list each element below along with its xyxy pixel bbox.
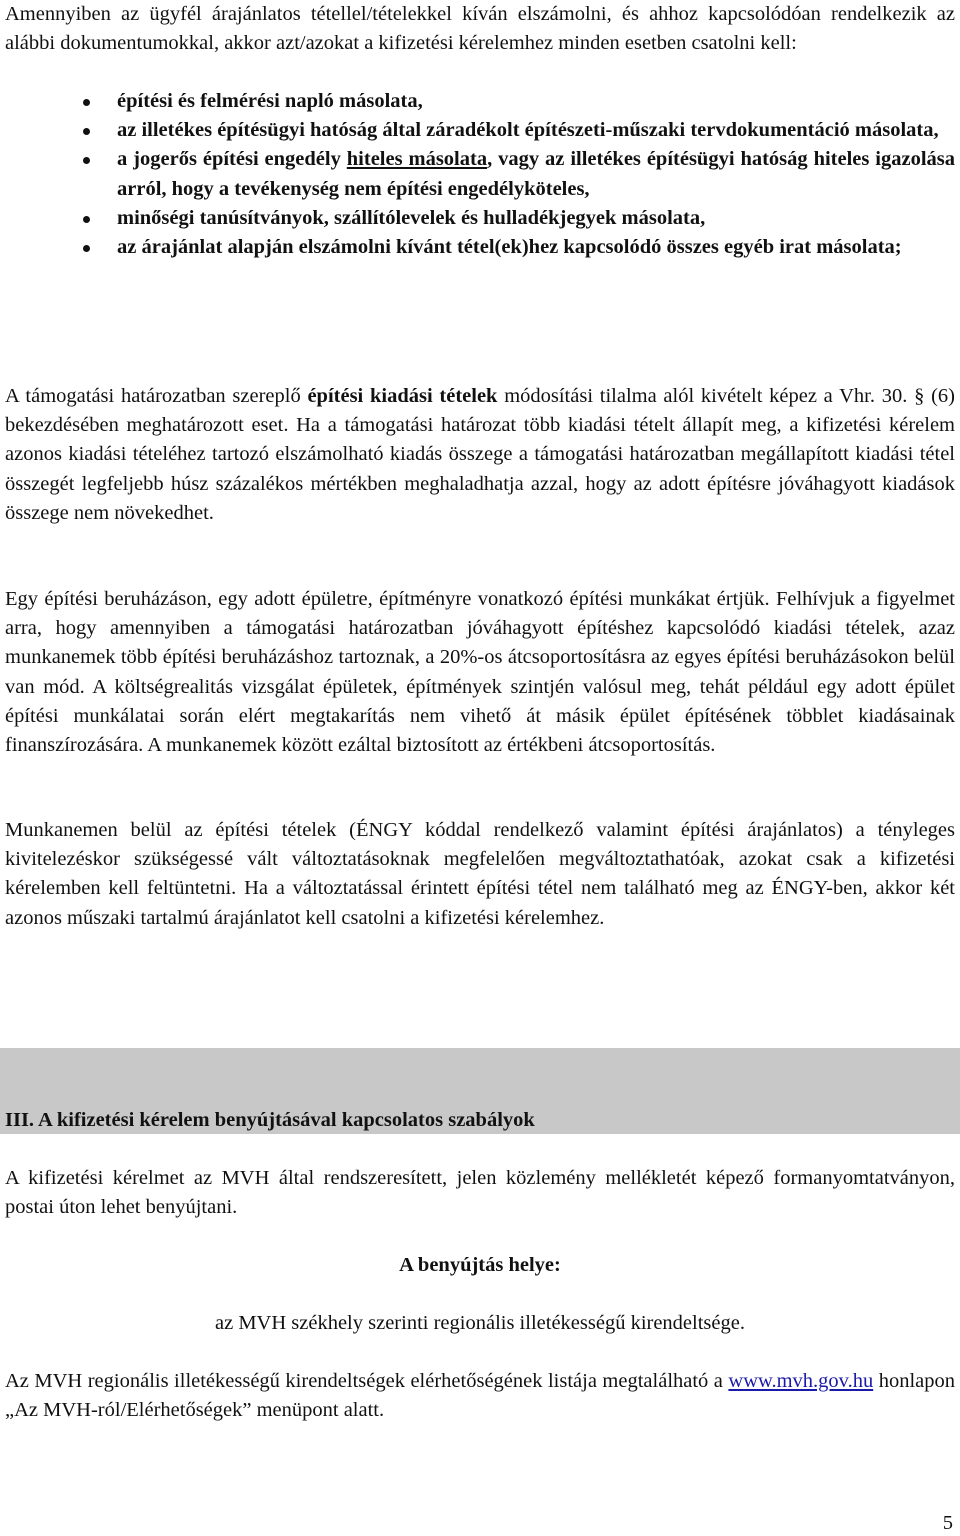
bullet-icon [83, 128, 90, 135]
submission-place-text: az MVH székhely szerinti regionális illetékességű kirendeltsége. [215, 1312, 745, 1334]
bullet-icon [83, 157, 90, 164]
list-item-text: minőségi tanúsítványok, szállítólevelek és hulladékjegyek másolata, [117, 206, 706, 229]
paragraph-text: honlapon „Az MVH-ról/Elérhetőségek” menüpont alatt. [5, 1370, 956, 1422]
underlined-text: hiteles másolata [346, 148, 488, 171]
paragraph-submission: A kifizetési kérelmet az MVH által rendszeresített, jelen közlemény mellékletét képező formanyomtatványon, postai úton lehet benyújtani. [5, 1167, 955, 1219]
paragraph-contacts [5, 1367, 955, 1425]
list-item-text-a: a jogerős építési engedély [117, 148, 347, 171]
list-item [5, 204, 955, 233]
required-documents-list [5, 87, 955, 262]
bullet-icon [83, 216, 90, 223]
list-item-text: építési és felmérési napló másolata, [117, 90, 423, 112]
section-title: III. A kifizetési kérelem benyújtásával kapcsolatos szabályok [5, 1109, 535, 1131]
page-number: 5 [942, 1512, 953, 1534]
bullet-icon [83, 99, 90, 106]
list-item-text: az illetékes építésügyi hatóság által záradékolt építészeti-műszaki tervdokumentáció másolata, [117, 119, 939, 142]
list-item-text: az árajánlat alapján elszámolni kívánt tétel(ek)hez kapcsolódó összes egyéb irat másolata; [117, 236, 902, 259]
submission-place-heading: A benyújtás helye: [399, 1254, 561, 1276]
list-item [5, 233, 955, 262]
list-item [5, 145, 955, 203]
paragraph-modification [5, 382, 955, 528]
paragraph-text: A támogatási határozatban szereplő [5, 385, 308, 407]
paragraph-construction: Egy építési beruházáson, egy adott épületre, építményre vonatkozó építési munkákat értjük. Felhívjuk a figyelmet arra, hogy amennyiben a támogatási határozatban jóváhagyott építéshez kapcsolódó kiadási tételek, azaz munkanemek több építési beruházáshoz tartoznak, a 20%-os átcsoportosításra az egyes építési beruházásokon belül van mód. A költségrealitás vizsgálat épületek, építmények szintjén valósul meg, tehát például egy adott épület építési munkálatai során elért megtakarítás nem vihető át másik épület építésének többlet kiadásainak finanszírozására. A munkanemek között ezáltal biztosított az értékbeni átcsoportosítás. [5, 588, 955, 757]
list-item [5, 116, 955, 145]
list-item-text-b: , vagy az illetékes építésügyi hatóság hiteles igazolása arról, hogy a tevékenység nem építési engedélyköteles, [117, 148, 955, 200]
intro-paragraph: Amennyiben az ügyfél árajánlatos tétellel/tételekkel kíván elszámolni, és ahhoz kapcsolódóan rendelkezik az alábbi dokumentumokkal, akkor azt/azokat a kifizetési kérelemhez minden esetben csatolni kell: [5, 3, 955, 55]
bullet-icon [83, 245, 90, 252]
paragraph-work-types: Munkanemen belül az építési tételek (ÉNGY kóddal rendelkező valamint építési árajánlatos) a tényleges kivitelezéskor szükségessé vált változtatásoknak megfelelően megváltoztathatóak, azokat csak a kifizetési kérelemben kell feltüntetni. Ha a változtatással érintett építési tétel nem található meg az ÉNGY-ben, akkor két azonos műszaki tartalmú árajánlatot kell csatolni a kifizetési kérelemhez. [5, 819, 955, 929]
list-item [5, 87, 955, 116]
paragraph-text: Az MVH regionális illetékességű kirendeltségek elérhetőségének listája megtalálható a [5, 1370, 729, 1392]
bold-text: építési kiadási tételek [307, 385, 498, 407]
mvh-website-link[interactable]: www.mvh.gov.hu [728, 1370, 874, 1392]
paragraph-text: módosítási tilalma alól kivételt képez a Vhr. 30. § (6) bekezdésében meghatározott eset. Ha a támogatási határozat több kiadási tételt állapít meg, a kifizetési kérelem azonos kiadási tételéhez tartozó elszámolható kiadás összege a támogatási határozatban megállapított kiadási tétel összegét legfeljebb húsz százalékos mértékben meghaladhatja azzal, hogy az adott építésre jóváhagyott kiadások összege nem növekedhet. [5, 385, 955, 524]
